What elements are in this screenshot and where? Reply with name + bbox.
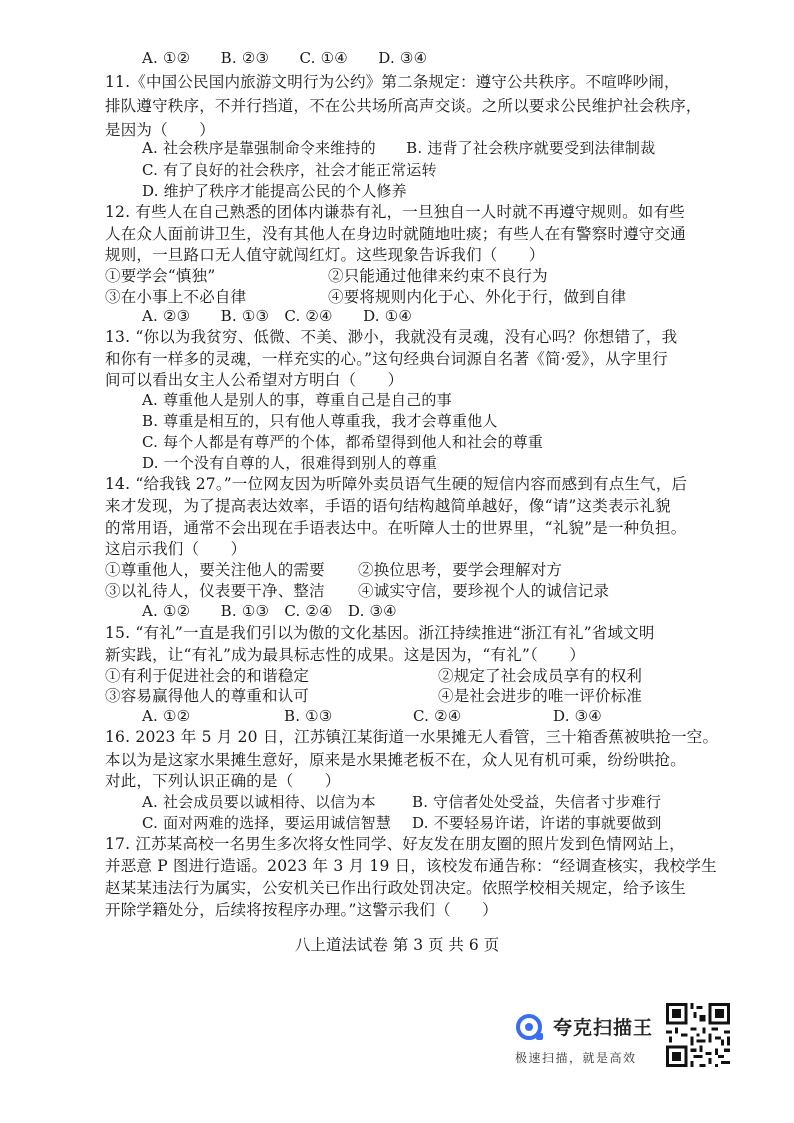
q15-item-4: ④是社会进步的唯一评价标准 [438, 687, 643, 705]
q15-option-b: B. ①③ [284, 707, 333, 725]
q11-text-line2: 排队遵守秩序，不并行挡道，不在公共场所高声交谈。之所以要求公民维护社会秩序， [105, 97, 702, 115]
q14-text-line2: 来才发现，为了提高表达效率，手语的语句结构越简单越好，像“请”这类表示礼貌 [105, 497, 671, 515]
scanner-watermark [515, 1008, 665, 1068]
q14-item-3: ③以礼待人，仪表要干净、整洁 [105, 582, 325, 600]
q10-options: A. ①② B. ②③ C. ①④ D. ③④ [142, 49, 428, 67]
q16-text-line3: 对此，下列认识正确的是（ ） [105, 772, 341, 790]
q13-text-line2: 和你有一样多的灵魂，一样充实的心。”这句经典台词源自名著《简·爱》，从字里行 [105, 350, 668, 368]
q11-option-c: C. 有了良好的社会秩序，社会才能正常运转 [142, 161, 437, 179]
q14-item-4: ④诚实守信，要珍视个人的诚信记录 [358, 582, 610, 600]
q12-item-1: ①要学会“慎独” [105, 267, 216, 285]
q14-text-line3: 的常用语，通常不会出现在手语表达中。在听障人士的世界里，“礼貌”是一种负担。 [105, 519, 687, 537]
q12-text-line1: 12. 有些人在自己熟悉的团体内谦恭有礼，一旦独自一人时就不再遵守规则。如有些 [105, 203, 685, 221]
q11-text-line3: 是因为（ ） [105, 121, 215, 139]
q15-item-2: ②规定了社会成员享有的权利 [438, 667, 643, 685]
q12-item-2: ②只能通过他律来约束不良行为 [328, 267, 548, 285]
q13-option-a: A. 尊重他人是别人的事，尊重自己是自己的事 [142, 391, 452, 409]
q16-option-d: D. 不要轻易许诺，许诺的事就要做到 [412, 814, 662, 832]
qr-code-icon [666, 1003, 730, 1067]
q15-option-d: D. ③④ [553, 707, 602, 725]
q16-option-a: A. 社会成员要以诚相待、以信为本 [142, 793, 376, 811]
q15-option-a: A. ①② [142, 707, 191, 725]
q11-text-line1: 11.《中国公民国内旅游文明行为公约》第二条规定：遵守公共秩序。不喧哗吵闹， [105, 73, 680, 91]
q12-options: A. ②③ B. ①③ C. ②④ D. ①④ [142, 307, 413, 325]
q15-option-c: C. ②④ [413, 707, 462, 725]
q13-option-b: B. 尊重是相互的，只有他人尊重我，我才会尊重他人 [142, 412, 498, 430]
q11-option-d: D. 维护了秩序才能提高公民的个人修养 [142, 182, 407, 200]
q14-text-line4: 这启示我们（ ） [105, 540, 247, 558]
q16-option-c: C. 面对两难的选择，要运用诚信智慧 [142, 814, 392, 832]
q11-option-ab: A. 社会秩序是靠强制命令来维持的 B. 违背了社会秩序就要受到法律制裁 [142, 139, 656, 157]
q15-item-3: ③容易赢得他人的尊重和认可 [105, 687, 310, 705]
q17-text-line2: 并恶意 P 图进行造谣。2023 年 3 月 19 日，该校发布通告称：“经调查核实，我校学生 [105, 857, 717, 875]
q16-text-line1: 16. 2023 年 5 月 20 日，江苏镇江某街道一水果摊无人看管，三十箱香蕉被哄抢一空。 [105, 728, 719, 746]
q17-text-line4: 开除学籍处分，后续将按程序办理。”这警示我们（ ） [105, 901, 498, 919]
q12-text-line3: 规则，一旦路口无人值守就闯红灯。这些现象告诉我们（ ） [105, 246, 545, 264]
quark-logo-icon [515, 1012, 545, 1042]
q12-item-3: ③在小事上不必自律 [105, 288, 247, 306]
q16-option-b: B. 守信者处处受益，失信者寸步难行 [412, 793, 662, 811]
q14-text-line1: 14. “给我钱 27。”一位网友因为听障外卖员语气生硬的短信内容而感到有点生气，后 [105, 475, 688, 493]
q15-text-line1: 15. “有礼”一直是我们引以为傲的文化基因。浙江持续推进“浙江有礼”省域文明 [105, 624, 655, 642]
scanner-slogan: 极速扫描，就是高效 [515, 1051, 637, 1065]
q14-item-1: ①尊重他人，要关注他人的需要 [105, 561, 325, 579]
q15-item-1: ①有利于促进社会的和谐稳定 [105, 667, 310, 685]
q17-text-line3: 赵某某违法行为属实，公安机关已作出行政处罚决定。依照学校相关规定，给予该生 [105, 879, 686, 897]
page-footer: 八上道法试卷 第 3 页 共 6 页 [294, 936, 500, 954]
q13-text-line3: 间可以看出女主人公希望对方明白（ ） [105, 371, 404, 389]
q12-item-4: ④要将规则内化于心、外化于行，做到自律 [328, 288, 627, 306]
q16-text-line2: 本以为是这家水果摊生意好，原来是水果摊老板不在，众人见有机可乘，纷纷哄抢。 [105, 751, 686, 769]
q13-option-c: C. 每个人都是有尊严的个体，都希望得到他人和社会的尊重 [142, 433, 544, 451]
scanner-brand-name: 夸克扫描王 [553, 1017, 654, 1039]
q13-text-line1: 13. “你以为我贫穷、低微、不美、渺小，我就没有灵魂，没有心吗？你想错了，我 [105, 328, 678, 346]
q15-text-line2: 新实践，让“有礼”成为最具标志性的成果。这是因为，“有礼”（ ） [105, 646, 586, 664]
q13-option-d: D. 一个没有自尊的人，很难得到别人的尊重 [142, 454, 438, 472]
q17-text-line1: 17. 江苏某高校一名男生多次将女性同学、好友发在朋友圈的照片发到色情网站上， [105, 835, 685, 853]
q14-item-2: ②换位思考，要学会理解对方 [358, 561, 563, 579]
q12-text-line2: 人在众人面前讲卫生，没有其他人在身边时就随地吐痰；有些人在有警察时遵守交通 [105, 225, 686, 243]
q14-options: A. ①② B. ①③ C. ②④ D. ③④ [142, 602, 397, 620]
